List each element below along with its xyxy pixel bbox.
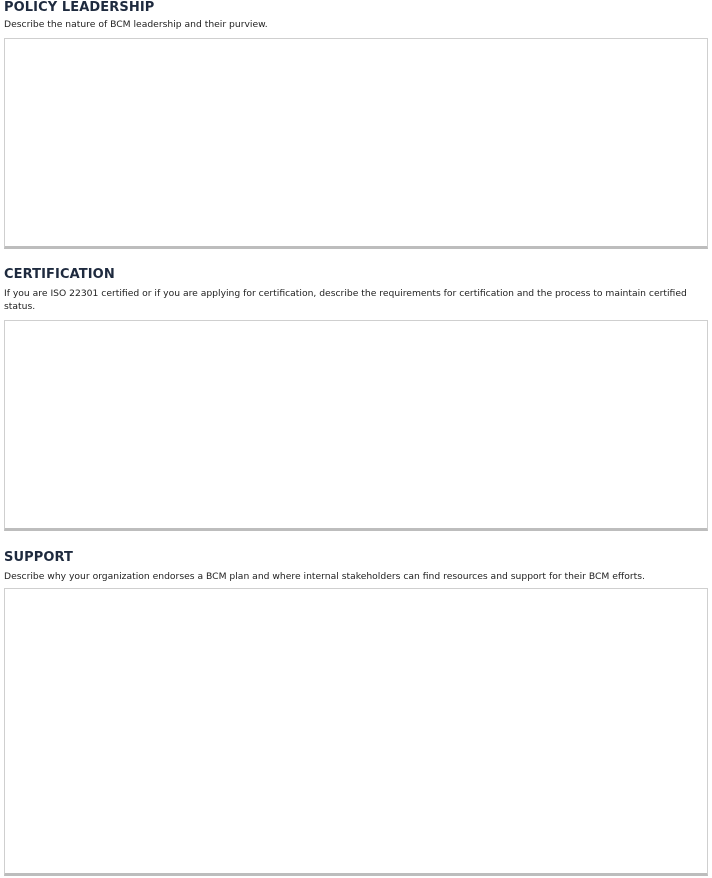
response-box-support[interactable] [4,588,708,876]
response-box-policy-leadership[interactable] [4,38,708,249]
response-field-policy-leadership[interactable] [5,39,707,246]
response-field-certification[interactable] [5,321,707,528]
section-title-certification: CERTIFICATION [4,267,115,282]
section-title-support: SUPPORT [4,550,74,565]
response-field-support[interactable] [5,589,707,873]
section-description-certification: If you are ISO 22301 certified or if you are applying for certification, describe the requirements for certification and the process to maintain certified status. [4,288,687,312]
section-description-policy-leadership: Describe the nature of BCM leadership and their purview. [4,19,268,30]
response-box-certification[interactable] [4,320,708,531]
section-description-support: Describe why your organization endorses a BCM plan and where internal stakeholders can find resources and support for their BCM efforts. [4,571,645,582]
section-title-policy-leadership: POLICY LEADERSHIP [4,0,155,15]
